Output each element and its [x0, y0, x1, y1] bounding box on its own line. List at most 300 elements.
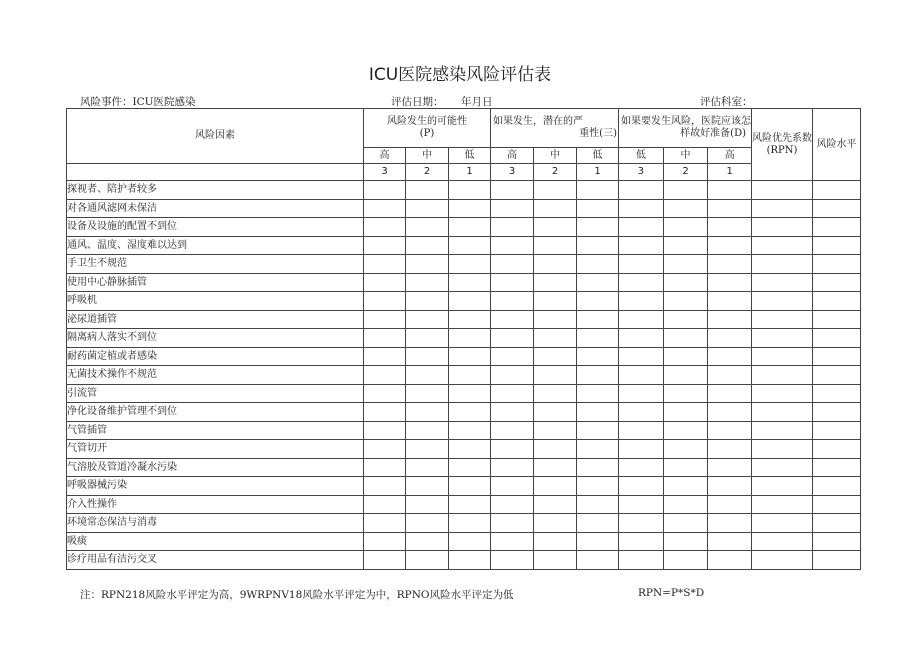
score-entry-cell[interactable]: [663, 477, 708, 496]
score-entry-cell[interactable]: [619, 496, 664, 514]
score-entry-cell[interactable]: [406, 385, 449, 403]
score-entry-cell[interactable]: [663, 496, 708, 514]
score-entry-cell[interactable]: [534, 348, 577, 366]
score-entry-cell[interactable]: [534, 403, 577, 422]
rpn-entry-cell[interactable]: [752, 329, 813, 348]
score-entry-cell[interactable]: [708, 255, 752, 274]
score-entry-cell[interactable]: [619, 292, 664, 311]
risk-factor-label: 设备及设施的配置不到位: [67, 218, 364, 237]
table-row: [67, 551, 861, 570]
severity-level-label: 中: [534, 148, 577, 164]
score-entry-cell[interactable]: [619, 181, 664, 200]
score-entry-cell[interactable]: [491, 440, 534, 459]
score-entry-cell[interactable]: [534, 200, 577, 218]
score-entry-cell[interactable]: [708, 366, 752, 385]
table-row: [67, 422, 861, 440]
score-entry-cell[interactable]: [663, 292, 708, 311]
score-entry-cell[interactable]: [619, 274, 664, 292]
score-entry-cell[interactable]: [491, 292, 534, 311]
score-entry-cell[interactable]: [534, 292, 577, 311]
rpn-entry-cell[interactable]: [752, 200, 813, 218]
risk-factor-label: 手卫生不规范: [67, 255, 364, 274]
score-entry-cell[interactable]: [406, 551, 449, 570]
score-entry-cell[interactable]: [406, 292, 449, 311]
score-entry-cell[interactable]: [534, 533, 577, 551]
score-entry-cell[interactable]: [577, 311, 619, 329]
score-entry-cell[interactable]: [663, 329, 708, 348]
detection-level-label: 中: [663, 148, 708, 164]
page-title: ICU医院感染风险评估表: [368, 65, 552, 85]
score-entry-cell[interactable]: [619, 514, 664, 533]
rpn-formula: RPN=P*S*D: [638, 587, 705, 599]
score-entry-cell[interactable]: [663, 533, 708, 551]
score-entry-cell[interactable]: [577, 181, 619, 200]
score-entry-cell[interactable]: [406, 477, 449, 496]
score-entry-cell[interactable]: [663, 274, 708, 292]
risk-level-entry-cell[interactable]: [813, 403, 861, 422]
probability-header-text: 风险发生的可能性: [387, 116, 467, 127]
score-entry-cell[interactable]: [534, 366, 577, 385]
score-entry-cell[interactable]: [663, 385, 708, 403]
table-row: [67, 292, 861, 311]
score-entry-cell[interactable]: [663, 403, 708, 422]
probability-level-label: 中: [406, 148, 449, 164]
table-row: [67, 514, 861, 533]
score-entry-cell[interactable]: [364, 422, 406, 440]
risk-factor-label: 气溶胶及管道冷凝水污染: [67, 459, 364, 477]
rpn-entry-cell[interactable]: [752, 348, 813, 366]
detection-score-value: 2: [663, 164, 708, 181]
score-entry-cell[interactable]: [491, 311, 534, 329]
risk-level-entry-cell[interactable]: [813, 514, 861, 533]
score-entry-cell[interactable]: [577, 477, 619, 496]
score-entry-cell[interactable]: [708, 200, 752, 218]
score-entry-cell[interactable]: [406, 496, 449, 514]
risk-level-entry-cell[interactable]: [813, 459, 861, 477]
detection-level-label: 低: [619, 148, 664, 164]
score-entry-cell[interactable]: [449, 181, 491, 200]
rpn-rule-note: 注：RPN218风险水平评定为高，9WRPNV18风险水平评定为中，RPNO风险水平评定为低: [80, 589, 514, 601]
score-entry-cell[interactable]: [708, 551, 752, 570]
score-entry-cell[interactable]: [449, 329, 491, 348]
risk-level-entry-cell[interactable]: [813, 496, 861, 514]
score-entry-cell[interactable]: [663, 440, 708, 459]
rpn-entry-cell[interactable]: [752, 533, 813, 551]
score-entry-cell[interactable]: [364, 477, 406, 496]
rpn-entry-cell[interactable]: [752, 496, 813, 514]
table-row: [67, 403, 861, 422]
risk-factor-label: 对各通风滤网未保洁: [67, 200, 364, 218]
probability-score-value: 2: [406, 164, 449, 181]
score-entry-cell[interactable]: [406, 329, 449, 348]
severity-level-label: 高: [491, 148, 534, 164]
score-entry-cell[interactable]: [619, 477, 664, 496]
table-row: [67, 311, 861, 329]
probability-score-value: 1: [449, 164, 491, 181]
score-entry-cell[interactable]: [663, 348, 708, 366]
score-entry-cell[interactable]: [534, 385, 577, 403]
detection-level-label: 高: [708, 148, 752, 164]
score-entry-cell[interactable]: [663, 366, 708, 385]
score-entry-cell[interactable]: [534, 440, 577, 459]
score-entry-cell[interactable]: [577, 329, 619, 348]
table-row: [67, 533, 861, 551]
rpn-entry-cell[interactable]: [752, 440, 813, 459]
score-entry-cell[interactable]: [364, 348, 406, 366]
score-entry-cell[interactable]: [491, 514, 534, 533]
score-entry-cell[interactable]: [534, 329, 577, 348]
risk-level-entry-cell[interactable]: [813, 237, 861, 255]
score-entry-cell[interactable]: [364, 403, 406, 422]
score-entry-cell[interactable]: [364, 255, 406, 274]
rpn-entry-cell[interactable]: [752, 514, 813, 533]
score-entry-cell[interactable]: [577, 496, 619, 514]
score-entry-cell[interactable]: [406, 533, 449, 551]
risk-level-entry-cell[interactable]: [813, 477, 861, 496]
risk-level-column-header: 风险水平: [813, 109, 861, 181]
score-entry-cell[interactable]: [663, 311, 708, 329]
score-entry-cell[interactable]: [449, 459, 491, 477]
score-entry-cell[interactable]: [577, 200, 619, 218]
risk-level-entry-cell[interactable]: [813, 292, 861, 311]
table-row: [67, 440, 861, 459]
score-entry-cell[interactable]: [663, 422, 708, 440]
risk-factor-label: 耐药菌定植或者感染: [67, 348, 364, 366]
score-entry-cell[interactable]: [449, 440, 491, 459]
score-entry-cell[interactable]: [364, 292, 406, 311]
score-entry-cell[interactable]: [364, 496, 406, 514]
severity-level-label: 低: [577, 148, 619, 164]
score-entry-cell[interactable]: [619, 366, 664, 385]
risk-factor-label: 气管切开: [67, 440, 364, 459]
risk-level-entry-cell[interactable]: [813, 200, 861, 218]
score-entry-cell[interactable]: [491, 329, 534, 348]
score-entry-cell[interactable]: [534, 255, 577, 274]
score-entry-cell[interactable]: [364, 459, 406, 477]
score-entry-cell[interactable]: [491, 551, 534, 570]
table-row: [67, 200, 861, 218]
score-entry-cell[interactable]: [406, 348, 449, 366]
score-entry-cell[interactable]: [708, 237, 752, 255]
risk-level-entry-cell[interactable]: [813, 181, 861, 200]
score-entry-cell[interactable]: [577, 292, 619, 311]
table-row: [67, 255, 861, 274]
score-entry-cell[interactable]: [708, 496, 752, 514]
score-entry-cell[interactable]: [491, 274, 534, 292]
score-entry-cell[interactable]: [364, 440, 406, 459]
score-entry-cell[interactable]: [708, 533, 752, 551]
risk-level-entry-cell[interactable]: [813, 329, 861, 348]
score-entry-cell[interactable]: [491, 477, 534, 496]
score-entry-cell[interactable]: [577, 237, 619, 255]
score-entry-cell[interactable]: [406, 440, 449, 459]
risk-factor-label: 通风、温度、湿度难以达到: [67, 237, 364, 255]
risk-factor-label: 呼吸器械污染: [67, 477, 364, 496]
score-entry-cell[interactable]: [449, 551, 491, 570]
score-entry-cell[interactable]: [406, 459, 449, 477]
score-entry-cell[interactable]: [491, 366, 534, 385]
score-entry-cell[interactable]: [491, 385, 534, 403]
score-entry-cell[interactable]: [619, 329, 664, 348]
score-entry-cell[interactable]: [449, 477, 491, 496]
detection-score-value: 1: [708, 164, 752, 181]
assessment-date-value: 年月日: [461, 96, 493, 108]
score-entry-cell[interactable]: [708, 403, 752, 422]
score-entry-cell[interactable]: [577, 403, 619, 422]
score-entry-cell[interactable]: [619, 440, 664, 459]
score-entry-cell[interactable]: [491, 348, 534, 366]
score-entry-cell[interactable]: [663, 459, 708, 477]
score-entry-cell[interactable]: [534, 459, 577, 477]
score-entry-cell[interactable]: [406, 403, 449, 422]
score-entry-cell[interactable]: [619, 551, 664, 570]
score-entry-cell[interactable]: [708, 477, 752, 496]
risk-level-entry-cell[interactable]: [813, 440, 861, 459]
risk-factor-label: 引流管: [67, 385, 364, 403]
score-entry-cell[interactable]: [534, 181, 577, 200]
score-entry-cell[interactable]: [619, 200, 664, 218]
score-entry-cell[interactable]: [708, 311, 752, 329]
score-entry-cell[interactable]: [534, 311, 577, 329]
detection-header-line1: 如果要发生风险，医院应该怎: [621, 116, 751, 127]
score-entry-cell[interactable]: [663, 181, 708, 200]
score-entry-cell[interactable]: [449, 200, 491, 218]
score-entry-cell[interactable]: [406, 255, 449, 274]
score-entry-cell[interactable]: [577, 218, 619, 237]
score-entry-cell[interactable]: [577, 459, 619, 477]
score-entry-cell[interactable]: [364, 218, 406, 237]
score-entry-cell[interactable]: [406, 181, 449, 200]
score-entry-cell[interactable]: [663, 237, 708, 255]
score-entry-cell[interactable]: [449, 292, 491, 311]
probability-group-header: [364, 109, 491, 148]
score-entry-cell[interactable]: [449, 496, 491, 514]
score-entry-cell[interactable]: [708, 292, 752, 311]
table-row: [67, 329, 861, 348]
risk-level-entry-cell[interactable]: [813, 255, 861, 274]
score-entry-cell[interactable]: [708, 181, 752, 200]
score-entry-cell[interactable]: [364, 551, 406, 570]
score-entry-cell[interactable]: [491, 181, 534, 200]
score-entry-cell[interactable]: [534, 477, 577, 496]
score-entry-cell[interactable]: [577, 440, 619, 459]
score-entry-cell[interactable]: [619, 255, 664, 274]
score-entry-cell[interactable]: [708, 440, 752, 459]
probability-level-label: 低: [449, 148, 491, 164]
table-row: [67, 459, 861, 477]
score-entry-cell[interactable]: [364, 385, 406, 403]
risk-level-entry-cell[interactable]: [813, 366, 861, 385]
score-entry-cell[interactable]: [449, 422, 491, 440]
score-entry-cell[interactable]: [663, 218, 708, 237]
score-entry-cell[interactable]: [449, 237, 491, 255]
risk-factor-label: 净化设备维护管理不到位: [67, 403, 364, 422]
score-entry-cell[interactable]: [663, 255, 708, 274]
score-entry-cell[interactable]: [663, 551, 708, 570]
score-entry-cell[interactable]: [663, 200, 708, 218]
rpn-entry-cell[interactable]: [752, 237, 813, 255]
score-entry-cell[interactable]: [577, 385, 619, 403]
score-entry-cell[interactable]: [708, 514, 752, 533]
rpn-entry-cell[interactable]: [752, 422, 813, 440]
score-entry-cell[interactable]: [449, 311, 491, 329]
score-entry-cell[interactable]: [708, 459, 752, 477]
risk-level-entry-cell[interactable]: [813, 551, 861, 570]
risk-level-entry-cell[interactable]: [813, 218, 861, 237]
assessment-dept-label: 评估科室：: [700, 96, 753, 108]
risk-factor-label: 气管插管: [67, 422, 364, 440]
detection-group-header: [619, 109, 752, 148]
risk-assessment-table: [66, 108, 861, 570]
score-entry-cell[interactable]: [491, 403, 534, 422]
score-entry-cell[interactable]: [619, 348, 664, 366]
score-entry-cell[interactable]: [491, 459, 534, 477]
detection-score-value: 3: [619, 164, 664, 181]
risk-level-entry-cell[interactable]: [813, 274, 861, 292]
risk-level-entry-cell[interactable]: [813, 385, 861, 403]
rpn-column-header: [752, 109, 813, 181]
risk-level-entry-cell[interactable]: [813, 311, 861, 329]
score-entry-cell[interactable]: [708, 329, 752, 348]
detection-header-line2: 样故好准备(D): [680, 128, 746, 139]
score-entry-cell[interactable]: [619, 403, 664, 422]
score-entry-cell[interactable]: [364, 514, 406, 533]
risk-factor-label: 诊疗用品有洁污交叉: [67, 551, 364, 570]
table-row: [67, 181, 861, 200]
score-entry-cell[interactable]: [364, 329, 406, 348]
score-entry-cell[interactable]: [406, 274, 449, 292]
score-entry-cell[interactable]: [406, 218, 449, 237]
score-entry-cell[interactable]: [619, 385, 664, 403]
severity-header-line1: 如果发生，潜在的严: [493, 116, 583, 127]
rpn-entry-cell[interactable]: [752, 459, 813, 477]
score-entry-cell[interactable]: [406, 514, 449, 533]
score-entry-cell[interactable]: [491, 533, 534, 551]
factor-column-header: 风险因素: [67, 109, 364, 164]
score-entry-cell[interactable]: [663, 514, 708, 533]
factor-header-spacer: [67, 164, 364, 181]
risk-level-entry-cell[interactable]: [813, 422, 861, 440]
score-entry-cell[interactable]: [577, 366, 619, 385]
score-entry-cell[interactable]: [577, 514, 619, 533]
score-entry-cell[interactable]: [619, 533, 664, 551]
score-entry-cell[interactable]: [406, 366, 449, 385]
rpn-entry-cell[interactable]: [752, 403, 813, 422]
score-entry-cell[interactable]: [449, 533, 491, 551]
rpn-entry-cell[interactable]: [752, 181, 813, 200]
score-entry-cell[interactable]: [491, 255, 534, 274]
rpn-entry-cell[interactable]: [752, 218, 813, 237]
rpn-entry-cell[interactable]: [752, 551, 813, 570]
score-entry-cell[interactable]: [534, 274, 577, 292]
score-entry-cell[interactable]: [406, 311, 449, 329]
severity-score-value: 3: [491, 164, 534, 181]
score-entry-cell[interactable]: [449, 274, 491, 292]
score-entry-cell[interactable]: [577, 422, 619, 440]
score-entry-cell[interactable]: [491, 200, 534, 218]
score-entry-cell[interactable]: [406, 237, 449, 255]
risk-level-entry-cell[interactable]: [813, 348, 861, 366]
score-entry-cell[interactable]: [619, 422, 664, 440]
score-entry-cell[interactable]: [406, 422, 449, 440]
score-entry-cell[interactable]: [577, 274, 619, 292]
score-entry-cell[interactable]: [491, 496, 534, 514]
score-entry-cell[interactable]: [708, 274, 752, 292]
score-entry-cell[interactable]: [364, 533, 406, 551]
score-entry-cell[interactable]: [449, 366, 491, 385]
score-entry-cell[interactable]: [449, 385, 491, 403]
score-entry-cell[interactable]: [491, 237, 534, 255]
risk-factor-label: 使用中心静脉插管: [67, 274, 364, 292]
score-entry-cell[interactable]: [577, 348, 619, 366]
risk-factor-label: 环境常态保洁与消毒: [67, 514, 364, 533]
probability-header-abbr: (P): [419, 128, 435, 139]
rpn-entry-cell[interactable]: [752, 311, 813, 329]
score-entry-cell[interactable]: [364, 200, 406, 218]
score-entry-cell[interactable]: [619, 459, 664, 477]
rpn-header-text: 风险优先系数: [752, 132, 812, 144]
rpn-entry-cell[interactable]: [752, 385, 813, 403]
score-entry-cell[interactable]: [534, 514, 577, 533]
table-row: [67, 477, 861, 496]
score-entry-cell[interactable]: [449, 514, 491, 533]
score-entry-cell[interactable]: [491, 218, 534, 237]
score-entry-cell[interactable]: [534, 237, 577, 255]
score-entry-cell[interactable]: [577, 533, 619, 551]
score-entry-cell[interactable]: [364, 366, 406, 385]
score-entry-cell[interactable]: [449, 403, 491, 422]
risk-event-label: 风险事件：ICU医院感染: [80, 96, 196, 108]
score-entry-cell[interactable]: [534, 218, 577, 237]
score-entry-cell[interactable]: [449, 348, 491, 366]
risk-factor-label: 介入性操作: [67, 496, 364, 514]
rpn-entry-cell[interactable]: [752, 366, 813, 385]
rpn-entry-cell[interactable]: [752, 292, 813, 311]
assessment-date-label: 评估日期：: [391, 96, 444, 108]
score-entry-cell[interactable]: [577, 551, 619, 570]
score-entry-cell[interactable]: [364, 274, 406, 292]
score-entry-cell[interactable]: [534, 422, 577, 440]
rpn-entry-cell[interactable]: [752, 274, 813, 292]
score-entry-cell[interactable]: [619, 237, 664, 255]
risk-factor-label: 隔离病人落实不到位: [67, 329, 364, 348]
score-entry-cell[interactable]: [708, 218, 752, 237]
score-entry-cell[interactable]: [449, 255, 491, 274]
score-entry-cell[interactable]: [491, 422, 534, 440]
score-entry-cell[interactable]: [619, 311, 664, 329]
score-entry-cell[interactable]: [364, 237, 406, 255]
score-entry-cell[interactable]: [364, 311, 406, 329]
severity-score-value: 1: [577, 164, 619, 181]
risk-factor-label: 呼吸机: [67, 292, 364, 311]
score-entry-cell[interactable]: [406, 200, 449, 218]
score-entry-cell[interactable]: [534, 496, 577, 514]
score-entry-cell[interactable]: [619, 218, 664, 237]
table-row: [67, 348, 861, 366]
score-entry-cell[interactable]: [708, 422, 752, 440]
score-entry-cell[interactable]: [534, 551, 577, 570]
score-entry-cell[interactable]: [708, 348, 752, 366]
rpn-header-abbr: (RPN): [766, 144, 798, 156]
score-entry-cell[interactable]: [577, 255, 619, 274]
score-entry-cell[interactable]: [449, 218, 491, 237]
table-row: [67, 274, 861, 292]
score-entry-cell[interactable]: [708, 385, 752, 403]
score-entry-cell[interactable]: [364, 181, 406, 200]
risk-level-entry-cell[interactable]: [813, 533, 861, 551]
rpn-entry-cell[interactable]: [752, 477, 813, 496]
rpn-entry-cell[interactable]: [752, 255, 813, 274]
